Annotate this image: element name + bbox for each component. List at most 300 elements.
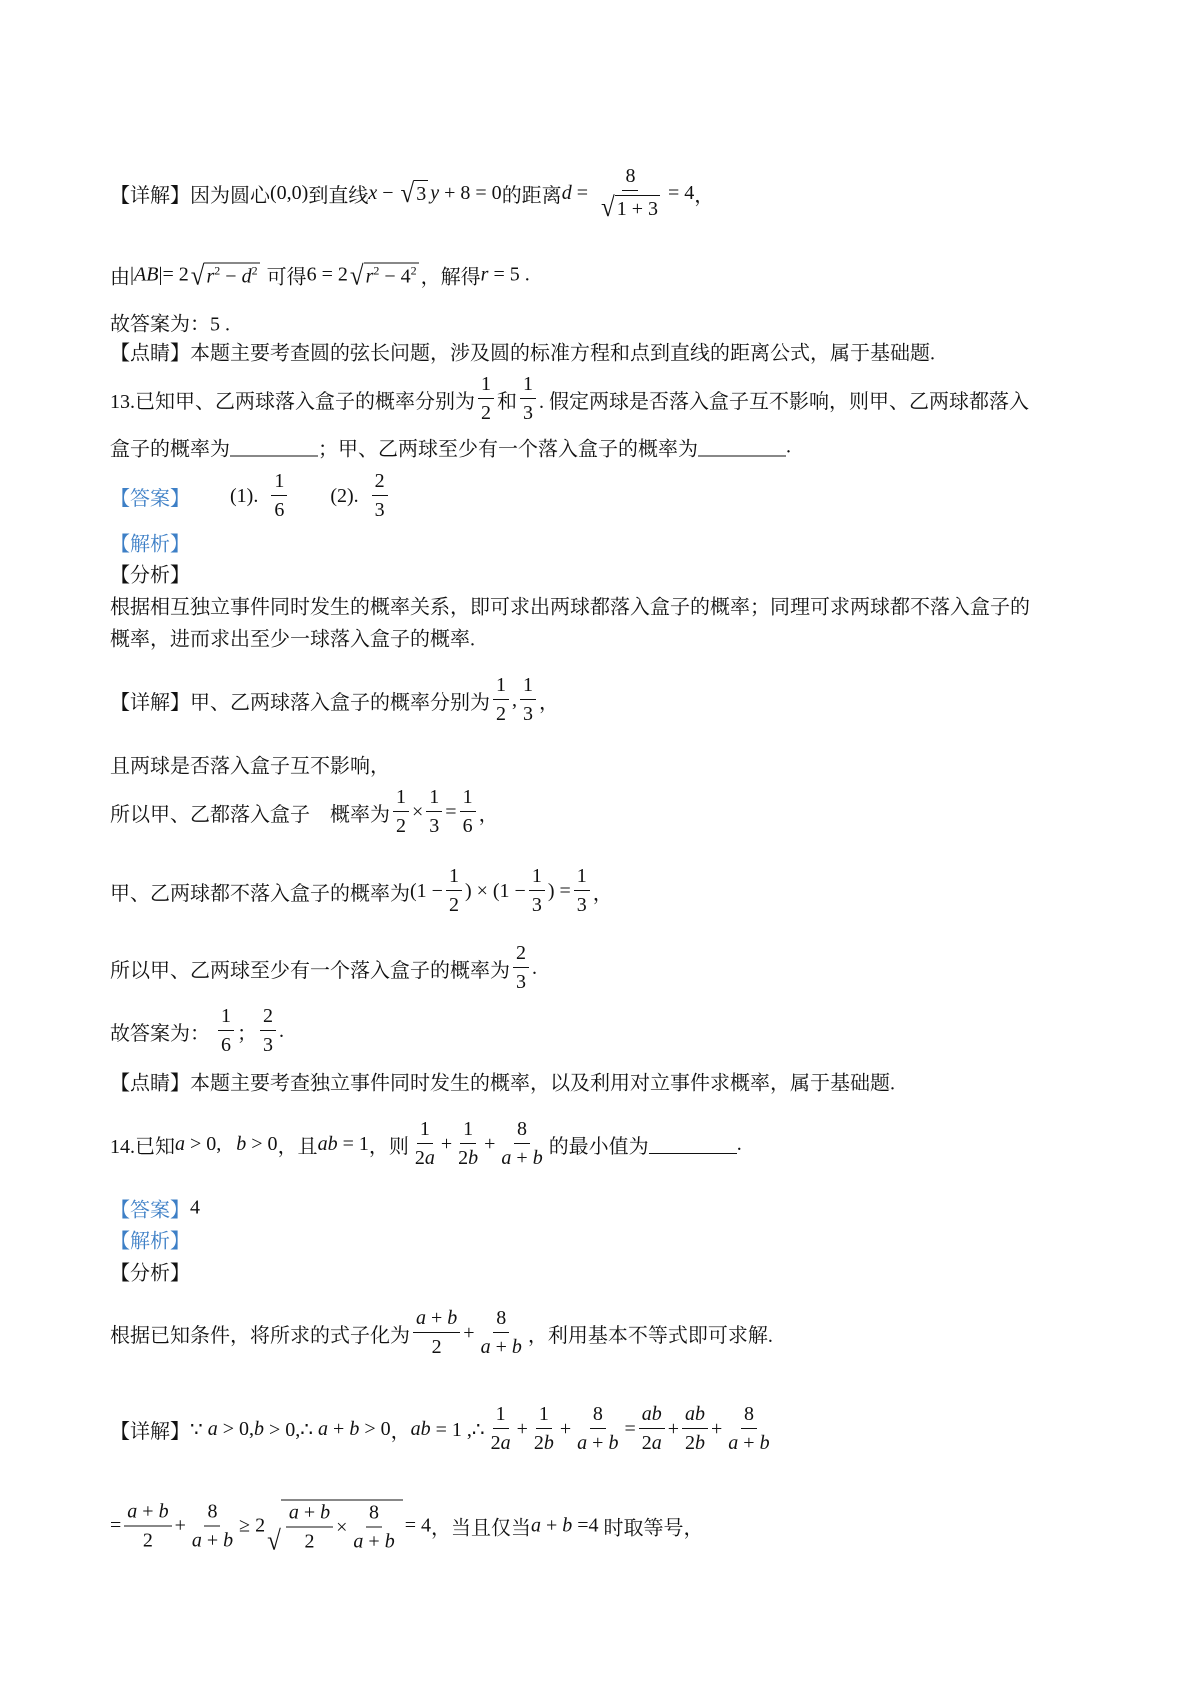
- text-line: [110, 1067, 895, 1096]
- fraction: [513, 943, 529, 993]
- text-line: [110, 1308, 773, 1358]
- math-variable: a: [500, 1432, 511, 1454]
- math-variable: b: [543, 1432, 554, 1454]
- numerator: [426, 787, 442, 812]
- square-root: [267, 1500, 403, 1557]
- numerator: [204, 1501, 220, 1526]
- math-text: 1: [481, 373, 491, 395]
- math-variable: b: [349, 1417, 360, 1440]
- math-text: 3: [516, 971, 526, 993]
- text: 13.已知甲、乙两球落入盒子的概率分别为: [110, 390, 475, 413]
- text: 故答案为：: [110, 1022, 215, 1045]
- math-text: 2: [431, 1336, 442, 1358]
- denominator: [531, 1429, 557, 1454]
- text-line: [110, 308, 230, 337]
- fraction: [520, 675, 536, 725]
- denominator: [412, 1144, 438, 1169]
- text: 盒子的概率为: [110, 438, 230, 461]
- math-text: = 1 ,∴: [430, 1418, 485, 1441]
- math-variable: x: [368, 181, 378, 204]
- math-text: 1: [463, 1118, 474, 1140]
- math-text: > 0,: [185, 1132, 237, 1155]
- math-text: 1: [462, 786, 473, 808]
- denominator: [478, 399, 494, 424]
- text-line: [110, 528, 190, 557]
- radicand: [281, 1500, 403, 1553]
- math-text: − 4: [379, 265, 411, 287]
- math-text: +: [201, 1529, 224, 1551]
- math-text: > 0: [246, 1132, 278, 1155]
- fraction: [372, 471, 388, 521]
- numerator: [460, 1119, 476, 1144]
- math-text: 2: [374, 470, 385, 492]
- fraction: [286, 1503, 333, 1553]
- text: 根据相互独立事件同时发生的概率关系，即可求出两球都落入盒子的概率；同理可求两球都不落入盒子的: [110, 596, 1030, 619]
- fraction: [478, 1308, 525, 1358]
- math-text: +: [738, 1432, 760, 1454]
- math-text: 1: [523, 674, 533, 696]
- text: 可得: [261, 266, 307, 289]
- math-text: +: [137, 1500, 159, 1522]
- math-text: 1: [396, 786, 406, 808]
- numerator: [639, 1404, 665, 1429]
- math-text: +: [363, 1530, 385, 1553]
- fraction: [498, 1119, 545, 1169]
- text: 所以甲、乙两球至少有一个落入盒子的概率为: [110, 959, 510, 982]
- math-variable: a: [207, 1417, 218, 1440]
- numerator: [520, 374, 536, 399]
- denominator: [596, 191, 665, 223]
- math-text: 2: [533, 1432, 544, 1454]
- math-text: ) × (1 −: [464, 879, 526, 902]
- math-text: 2: [263, 1005, 273, 1027]
- math-variable: b: [236, 1132, 247, 1155]
- text: ，当且仅当: [430, 1517, 531, 1540]
- text: ，且: [277, 1135, 318, 1158]
- fraction: [639, 1404, 665, 1454]
- numerator: [622, 166, 638, 191]
- math-text: =: [571, 181, 593, 204]
- text: ，则: [368, 1135, 409, 1158]
- fraction: [478, 374, 494, 424]
- text: ；甲、乙两球至少有一个落入盒子的概率为: [318, 438, 698, 461]
- square-root: [400, 178, 429, 209]
- section-label: 【分析】: [110, 1262, 190, 1285]
- denominator: [493, 700, 509, 725]
- math-text: +: [490, 1336, 512, 1358]
- numerator: [446, 866, 462, 891]
- text: 的最小值为: [548, 1135, 649, 1158]
- denominator: [372, 496, 388, 521]
- math-text: 2: [142, 1529, 153, 1551]
- numerator: [393, 787, 409, 812]
- numerator: [514, 1119, 530, 1144]
- math-text: +: [559, 1417, 572, 1440]
- math-text: 1: [523, 373, 533, 395]
- math-text: 2: [448, 894, 459, 916]
- math-text: 2: [458, 1147, 469, 1169]
- fraction: [596, 165, 665, 223]
- math-text: 3: [374, 499, 385, 521]
- text: 到直线: [308, 184, 369, 207]
- numerator: [513, 943, 529, 968]
- numerator: [366, 1503, 382, 1528]
- math-variable: a: [416, 1307, 426, 1329]
- section-label: 【解析】: [110, 533, 190, 556]
- fraction: [488, 1404, 514, 1454]
- denominator: [574, 1429, 621, 1454]
- math-variable: a: [424, 1147, 435, 1169]
- math-variable: a: [530, 1514, 541, 1537]
- text: 由: [110, 266, 130, 289]
- math-text: (1).: [230, 484, 269, 507]
- math-text: 8: [496, 1307, 507, 1329]
- superscript: 2: [214, 263, 221, 277]
- math-text: +: [484, 1132, 496, 1155]
- math-variable: r: [365, 265, 374, 287]
- math-text: = 5 .: [488, 263, 530, 286]
- text-line: [110, 1194, 200, 1223]
- text: ，: [694, 184, 715, 207]
- math-variable: a: [353, 1530, 364, 1553]
- math-variable: b: [223, 1529, 234, 1551]
- denominator: [301, 1528, 317, 1553]
- text-line: [110, 471, 391, 521]
- math-variable: a: [191, 1529, 202, 1551]
- math-text: ×: [412, 800, 424, 823]
- math-text: 1: [448, 865, 459, 887]
- text: ，: [539, 691, 559, 714]
- math-variable: r: [206, 265, 215, 287]
- math-text: 1: [538, 1403, 549, 1425]
- fraction: [393, 787, 409, 837]
- text: 根据已知条件，将所求的式子化为: [110, 1324, 410, 1347]
- math-text: ×: [336, 1516, 348, 1538]
- math-text: = 4: [667, 181, 695, 204]
- math-variable: b: [254, 1417, 265, 1440]
- math-variable: ab: [410, 1417, 431, 1440]
- denominator: [426, 812, 442, 837]
- text-line: [110, 1225, 190, 1254]
- answer-blank: [698, 438, 786, 457]
- text: 本题主要考查圆的弦长问题，涉及圆的标准方程和点到直线的距离公式，属于基础题.: [190, 342, 935, 365]
- math-text: 6: [462, 815, 473, 837]
- math-text: 2: [641, 1432, 652, 1454]
- text: ，利用基本不等式即可求解.: [527, 1324, 773, 1347]
- square-root: [349, 260, 419, 291]
- math-text: 1: [495, 1403, 506, 1425]
- text: ，解得: [420, 266, 481, 289]
- math-text: =: [445, 800, 457, 823]
- section-label: 【分析】: [110, 564, 190, 587]
- numerator: [413, 1308, 460, 1333]
- text-line: [110, 165, 715, 223]
- denominator: [529, 891, 545, 916]
- square-root: [600, 192, 660, 223]
- math-variable: b: [511, 1336, 522, 1358]
- text-line: [110, 337, 935, 366]
- math-text: 6: [221, 1034, 231, 1056]
- radicand: [364, 262, 419, 288]
- radicand: [414, 180, 428, 206]
- radical-sign: √: [190, 260, 205, 291]
- math-text: 2: [685, 1432, 696, 1454]
- numerator: [536, 1404, 552, 1429]
- math-variable: a: [501, 1147, 512, 1169]
- math-text: 2: [396, 815, 406, 837]
- fraction: [460, 787, 476, 837]
- denominator: [271, 496, 287, 521]
- math-text: 8: [743, 1403, 754, 1425]
- fraction: [493, 675, 509, 725]
- math-text: + 8 = 0: [439, 181, 502, 204]
- denominator: [682, 1429, 708, 1454]
- denominator: [520, 399, 536, 424]
- math-variable: a: [480, 1336, 491, 1358]
- radical-sign: √: [400, 178, 415, 209]
- numerator: [574, 866, 590, 891]
- text-line: [110, 1119, 742, 1169]
- text-line: [110, 1404, 776, 1454]
- math-text: 1: [429, 786, 440, 808]
- math-text: 1: [221, 1005, 231, 1027]
- math-text: +: [440, 1132, 453, 1155]
- text-line: [110, 787, 499, 837]
- text-line: [110, 866, 613, 916]
- fraction: [446, 866, 462, 916]
- math-text: +: [587, 1432, 609, 1454]
- section-label: 【详解】: [110, 1420, 190, 1443]
- math-variable: ab: [685, 1403, 706, 1425]
- math-text: +: [511, 1147, 533, 1169]
- section-label: 【解析】: [110, 1230, 190, 1253]
- fraction: [531, 1404, 557, 1454]
- text: ，: [592, 882, 613, 905]
- text: 时取等号，: [598, 1517, 704, 1540]
- denominator: [574, 891, 590, 916]
- math-variable: y: [430, 181, 440, 204]
- math-text: 8: [369, 1501, 380, 1524]
- text: 所以甲、乙都落入盒子 概率为: [110, 803, 390, 826]
- math-text: |: [130, 263, 135, 286]
- math-variable: AB: [134, 263, 159, 286]
- math-variable: a: [127, 1500, 138, 1522]
- math-variable: d: [561, 181, 572, 204]
- math-variable: b: [320, 1501, 331, 1524]
- math-text: 1: [274, 470, 285, 492]
- math-variable: r: [480, 263, 489, 286]
- math-text: =: [110, 1514, 122, 1537]
- math-text: −: [220, 265, 242, 287]
- math-text: +: [540, 1514, 563, 1537]
- numerator: [493, 675, 509, 700]
- math-text: 6 = 2: [306, 263, 348, 286]
- fraction: [725, 1404, 772, 1454]
- denominator: [140, 1526, 156, 1551]
- fraction: [271, 471, 287, 521]
- math-text: =4: [572, 1514, 599, 1537]
- math-text: 8: [592, 1403, 603, 1425]
- text: ，: [390, 1420, 411, 1443]
- denominator: [520, 700, 536, 725]
- radical-sign: √: [349, 260, 364, 291]
- math-variable: b: [468, 1147, 479, 1169]
- math-text: 3: [416, 183, 427, 205]
- fraction: [260, 1006, 276, 1056]
- numerator: [493, 1404, 509, 1429]
- fraction: [520, 374, 536, 424]
- denominator: [639, 1429, 665, 1454]
- math-text: +: [463, 1321, 475, 1344]
- math-text: 3: [523, 402, 533, 424]
- radicand: [204, 262, 259, 288]
- math-text: ,: [512, 688, 517, 711]
- math-text: +: [711, 1417, 723, 1440]
- math-variable: d: [241, 265, 252, 287]
- numerator: [478, 374, 494, 399]
- fraction: [574, 866, 590, 916]
- text-line: [110, 1006, 284, 1056]
- denominator: [478, 1333, 525, 1358]
- math-text: 1: [576, 865, 587, 887]
- numerator: [286, 1503, 333, 1528]
- math-text: (1 −: [410, 879, 443, 902]
- text: 甲、乙两球落入盒子的概率分别为: [190, 691, 490, 714]
- math-text: 1 + 3: [616, 197, 658, 220]
- math-text: 3: [576, 894, 587, 916]
- square-root: [190, 260, 260, 291]
- numerator: [529, 866, 545, 891]
- fraction: [574, 1404, 621, 1454]
- text: .: [736, 1132, 742, 1155]
- math-text: +: [426, 1307, 448, 1329]
- numerator: [218, 1006, 234, 1031]
- math-variable: a: [288, 1501, 299, 1524]
- section-label: 【答案】: [110, 1199, 190, 1222]
- denominator: [350, 1528, 397, 1553]
- text: .: [786, 435, 791, 458]
- denominator: [498, 1144, 545, 1169]
- math-text: 1: [496, 674, 506, 696]
- section-label: 【答案】: [110, 487, 190, 510]
- text-line: [110, 623, 475, 652]
- math-text: (0,0): [270, 181, 309, 204]
- fraction: [529, 866, 545, 916]
- math-variable: a: [318, 1417, 329, 1440]
- math-text: ≥ 2: [239, 1514, 266, 1537]
- math-text: 2: [304, 1530, 315, 1553]
- math-text: 1: [419, 1118, 430, 1140]
- numerator: [372, 471, 388, 496]
- fraction: [455, 1119, 481, 1169]
- denominator: [429, 1333, 445, 1358]
- text-line: [110, 1257, 190, 1286]
- text: 和: [497, 390, 517, 413]
- text: 的距离: [501, 184, 562, 207]
- section-label: 【详解】: [110, 691, 190, 714]
- text: 甲、乙两球都不落入盒子的概率为: [110, 882, 410, 905]
- text-line: [110, 559, 190, 588]
- math-text: +: [328, 1417, 350, 1440]
- answer-blank: [230, 438, 318, 457]
- denominator: [393, 812, 409, 837]
- math-text: 2: [481, 402, 491, 424]
- text: ；: [237, 1022, 257, 1045]
- math-text: 2: [414, 1147, 425, 1169]
- radical-sign: √: [600, 192, 615, 223]
- numerator: [417, 1119, 433, 1144]
- section-label: 【点睛】: [110, 1072, 190, 1095]
- math-text: −: [377, 181, 399, 204]
- numerator: [741, 1404, 757, 1429]
- superscript: 2: [410, 263, 417, 277]
- fraction: [350, 1503, 397, 1553]
- math-variable: b: [759, 1432, 770, 1454]
- fraction: [412, 1119, 438, 1169]
- math-text: 2: [496, 703, 506, 725]
- math-text: 6: [274, 499, 285, 521]
- text: 因为圆心: [190, 184, 270, 207]
- math-text: 3: [531, 894, 542, 916]
- math-text: > 0,∴: [264, 1418, 319, 1441]
- math-variable: ab: [641, 1403, 662, 1425]
- radicand: [615, 195, 660, 220]
- superscript: 2: [373, 263, 380, 277]
- math-variable: b: [158, 1500, 169, 1522]
- numerator: [682, 1404, 708, 1429]
- math-text: 8: [625, 165, 636, 187]
- numerator: [460, 787, 476, 812]
- math-text: +: [298, 1501, 321, 1524]
- math-text: .: [279, 1019, 284, 1042]
- math-text: +: [174, 1514, 186, 1537]
- math-variable: a: [728, 1432, 739, 1454]
- denominator: [189, 1526, 236, 1551]
- fraction: [413, 1308, 460, 1358]
- text: 14.已知: [110, 1135, 175, 1158]
- denominator: [260, 1031, 276, 1056]
- text-line: [110, 750, 390, 779]
- denominator: [218, 1031, 234, 1056]
- math-variable: b: [447, 1307, 458, 1329]
- text: 故答案为：5 .: [110, 313, 230, 336]
- math-text: > 0: [359, 1417, 391, 1440]
- math-text: 3: [429, 815, 440, 837]
- math-text: 8: [517, 1118, 528, 1140]
- text-line: [110, 374, 1029, 424]
- math-variable: ab: [317, 1132, 338, 1155]
- superscript: 2: [251, 263, 258, 277]
- text-line: [110, 591, 1030, 620]
- numerator: [124, 1501, 171, 1526]
- math-variable: b: [695, 1432, 706, 1454]
- fraction: [189, 1501, 236, 1551]
- math-text: ) =: [547, 879, 571, 902]
- radical-sign: √: [267, 1526, 281, 1557]
- math-text: 4: [190, 1196, 200, 1219]
- text: . 假定两球是否落入盒子互不影响，则甲、乙两球都落入: [539, 390, 1029, 413]
- math-text: = 1: [337, 1132, 369, 1155]
- denominator: [725, 1429, 772, 1454]
- fraction: [218, 1006, 234, 1056]
- numerator: [493, 1308, 509, 1333]
- math-text: 2: [490, 1432, 501, 1454]
- math-text: = 4: [404, 1514, 431, 1537]
- math-text: =: [624, 1417, 636, 1440]
- section-label: 【点睛】: [110, 342, 190, 365]
- denominator: [513, 968, 529, 993]
- denominator: [446, 891, 462, 916]
